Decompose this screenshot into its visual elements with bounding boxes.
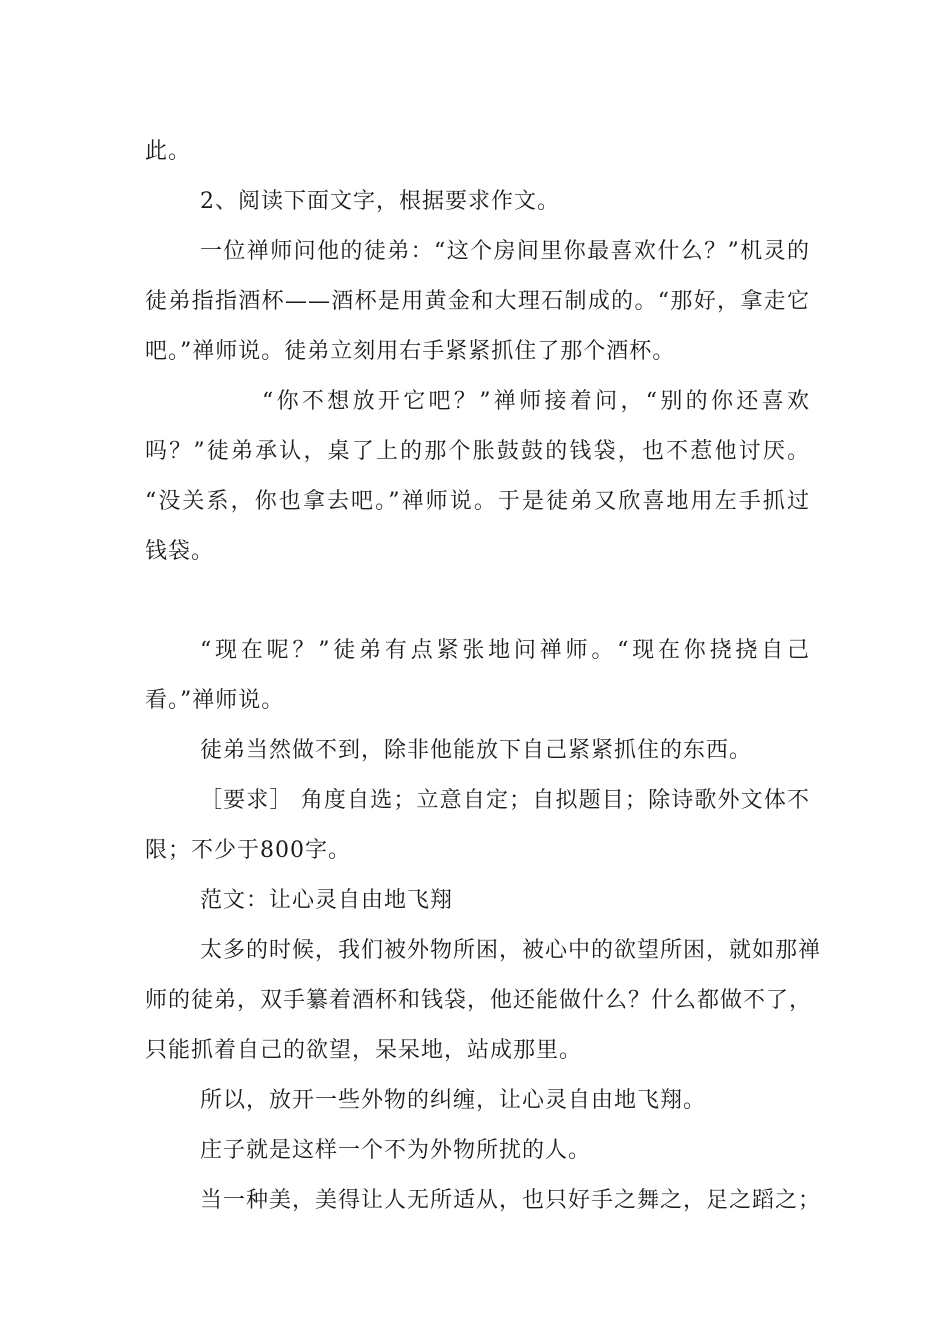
text-line: 徒弟当然做不到，除非他能放下自己紧紧抓住的东西。 — [200, 738, 753, 763]
text-line: 吧。”禅师说。徒弟立刻用右手紧紧抓住了那个酒杯。 — [145, 339, 676, 364]
requirements-line: 限；不少于800字。 — [145, 838, 351, 863]
text-line: “你不想放开它吧？”禅师接着问，“别的你还喜欢 — [262, 389, 810, 414]
text-line: 看。”禅师说。 — [145, 688, 285, 713]
essay-title: 范文：让心灵自由地飞翔 — [200, 888, 454, 913]
text-line: “现在呢？”徒弟有点紧张地问禅师。“现在你挠挠自己 — [200, 638, 810, 663]
text-line: 一位禅师问他的徒弟：“这个房间里你最喜欢什么？”机灵的 — [200, 239, 810, 264]
text-line: 吗？”徒弟承认，桌了上的那个胀鼓鼓的钱袋，也不惹他讨厌。 — [145, 439, 810, 464]
text-line: 徒弟指指酒杯——酒杯是用黄金和大理石制成的。“那好，拿走它 — [145, 289, 810, 314]
question-heading: 2、阅读下面文字，根据要求作文。 — [200, 189, 560, 214]
text-line: 钱袋。 — [145, 539, 215, 564]
text-line: 只能抓着自己的欲望，呆呆地，站成那里。 — [145, 1038, 583, 1063]
text-line: 太多的时候，我们被外物所困，被心中的欲望所困，就如那禅 — [200, 938, 822, 963]
text-line: 庄子就是这样一个不为外物所扰的人。 — [200, 1138, 592, 1163]
text-line: 所以，放开一些外物的纠缠，让心灵自由地飞翔。 — [200, 1088, 707, 1113]
text-line: 师的徒弟，双手纂着酒杯和钱袋，他还能做什么？什么都做不了， — [145, 988, 813, 1013]
text-line: 此。 — [145, 139, 192, 164]
text-line: “没关系，你也拿去吧。”禅师说。于是徒弟又欣喜地用左手抓过 — [145, 489, 810, 514]
text-line: 当一种美，美得让人无所适从，也只好手之舞之，足之蹈之； — [200, 1188, 822, 1213]
requirements-line: ［要求］ 角度自选；立意自定；自拟题目；除诗歌外文体不 — [200, 788, 810, 813]
